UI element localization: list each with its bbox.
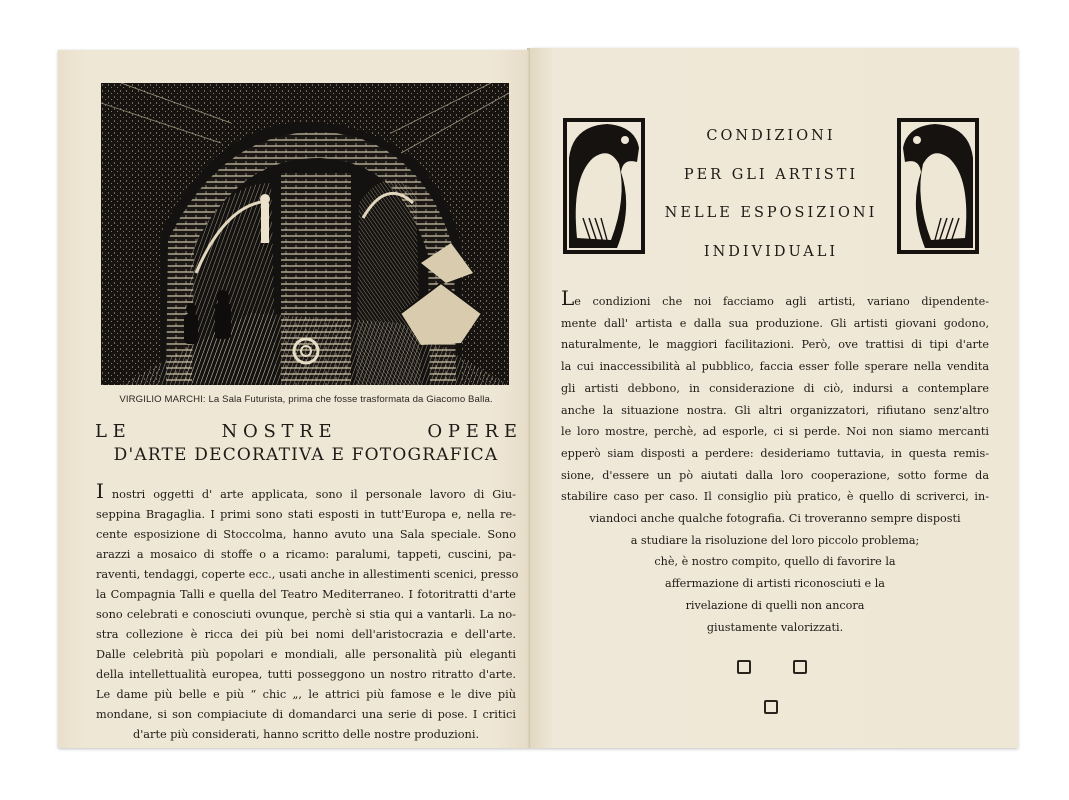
text-line: la cui inaccessibilità al pubblico, faccia esser folle sperare nella vendita [561,360,989,374]
text-line: naturalmente, le maggiori facilitazioni. Però, ove trattisi di tipi d'arte [561,338,989,352]
title-word: O P E R E [427,421,517,442]
left-body-text [96,479,519,745]
text-line: Dalle celebrità più popolari e mondiali, alle personalità più eleganti [96,648,516,661]
text-line: chè, è nostro compito, quello di favorire la [654,555,896,569]
text-line: viandoci anche qualche fotografia. Ci troveranno sempre disposti [589,512,961,526]
text-line: della intellettualità europea, tutti posseggono un nostro ritratto d'arte. [96,668,516,681]
sala-futurista-engraving [101,83,509,385]
text-line: mente dall' artista e dalla sua produzione. Gli artisti giovani godono, [561,316,989,330]
text-line: a studiare la risoluzione del loro piccolo problema; [630,533,920,547]
text-line: Le dame più belle e più “ chic „, le attrici più famose e le dive più [96,688,516,701]
bird-emblem-right-icon [897,118,979,254]
text-line: d'arte più considerati, hanno scritto delle nostre produzioni. [132,728,480,741]
text-line: raventi, tendaggi, coperte ecc., usati anche in allestimenti scenici, presso [96,568,519,581]
ornament-square-icon [764,700,778,714]
text-line: Le condizioni che noi facciamo agli artisti, variano dipendente- [561,286,989,310]
text-line: seppina Bragaglia. I primi sono stati esposti in tutt'Europa e, nella re- [96,508,516,521]
text-line: stra collezione è ricca dei più bei nomi dell'aristocrazia e dell'arte. [96,628,516,641]
text-line: I nostri oggetti d' arte applicata, sono il personale lavoro di Giu- [96,479,516,503]
text-line: rivelazione di quelli non ancora [685,598,865,612]
text-line: cente esposizione di Stoccolma, hanno avuto una Sala speciale. Sono [96,528,516,541]
left-title-line-2: D'ARTE DECORATIVA E FOTOGRAFICA [113,445,499,465]
text-line: le loro mostre, perchè, ad esporle, ci si perde. Noi non siamo mercanti [561,425,989,439]
right-body-text [561,286,989,638]
text-line: gli artisti debbono, in considerazione di ciò, indursi a contemplare [561,381,989,395]
drop-cap: I [96,479,104,503]
text-line: la Compagnia Talli e quella del Teatro Mediterraneo. I fotoritratti d'arte [96,588,516,601]
woodcut-illustration [101,83,509,385]
title-line: INDIVIDUALI [703,243,839,260]
drop-cap: L [561,286,575,310]
title-word: N O S T R E [221,421,332,442]
title-line: PER GLI ARTISTI [683,166,859,183]
text-line: stabilire caso per caso. Il consiglio più pratico, è quello di scriverci, in- [561,490,989,504]
right-page-title [660,117,882,271]
illustration-caption: VIRGILIO MARCHI: La Sala Futurista, prima che fosse trasformata da Giacomo Balla. [119,394,493,405]
text-line: epperò siam disposti a perdere: desideriamo tuttavia, in questa remis- [561,446,989,460]
ornament-square-icon [737,660,751,674]
text-line: sono celebrati e conosciuti ovunque, perchè si stia qui a vantarli. La no- [96,608,516,621]
title-word: L E [95,421,126,442]
text-line: affermazione di artisti riconosciuti e la [665,577,885,591]
title-line: NELLE ESPOSIZIONI [664,205,878,221]
bird-emblem-left-icon [563,118,645,254]
title-line: CONDIZIONI [706,128,836,144]
text-line: arazzi a mosaico di stoffe o a ricamo: paralumi, tappeti, cuscini, pa- [96,548,516,561]
ornament-square-icon [793,660,807,674]
text-line: anche la situazione nostra. Gli altri organizzatori, rifiutano senz'altro [561,403,989,417]
text-line: sione, d'essere un pò aiutati dalla loro cooperazione, sotto forme da [561,468,989,482]
text-line: mondane, si son compiaciute di domandarci una serie di pose. I critici [96,708,516,721]
left-title-line-1 [95,421,517,442]
text-line: giustamente valorizzati. [706,620,844,634]
